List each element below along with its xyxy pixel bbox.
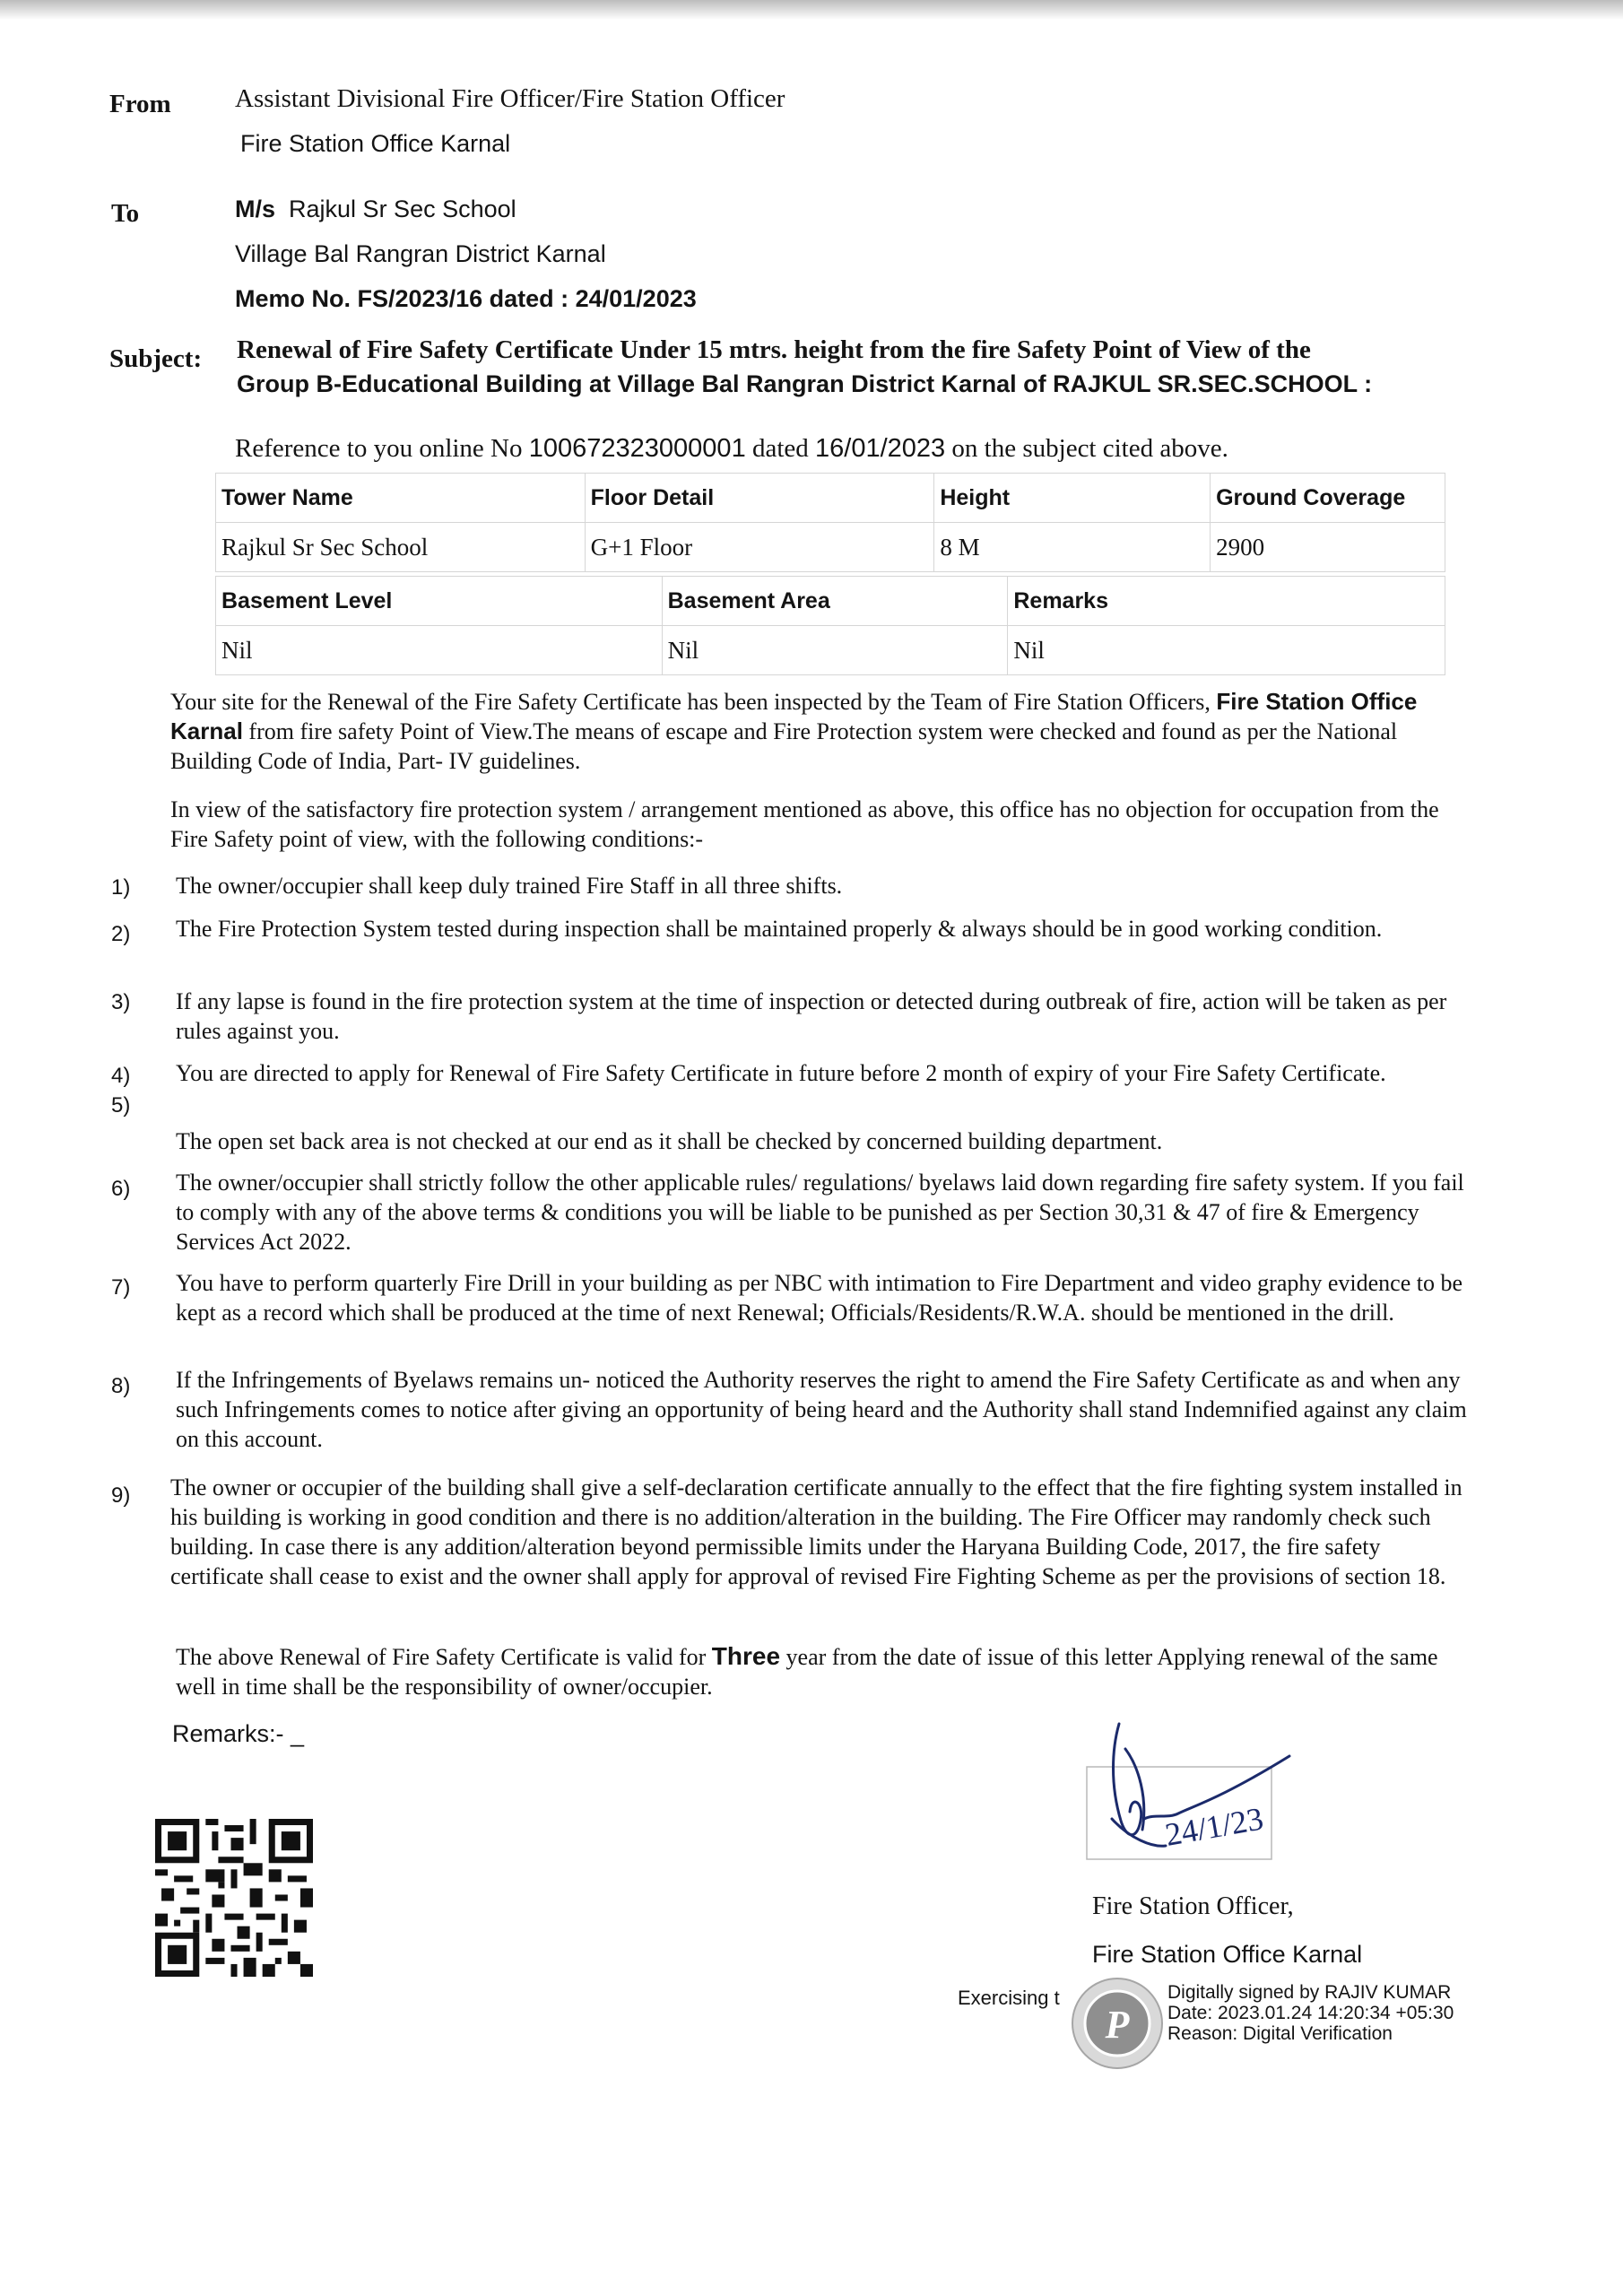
header-basement-level: Basement Level [216,577,663,626]
subject-line-2: Group B-Educational Building at Village Bal Rangran District Karnal of RAJKUL SR.SEC.SCHOOL : [237,370,1373,397]
reference-date: 16/01/2023 [815,434,946,463]
subject-text [237,333,1564,401]
memo-number: Memo No. FS/2023/16 dated : 24/01/2023 [235,285,697,312]
recipient-name: Rajkul Sr Sec School [289,196,516,222]
signatory-office: Fire Station Office Karnal [1092,1941,1363,1968]
reference-prefix: Reference to you online No [235,434,529,463]
subject-label: Subject: [109,344,203,373]
digital-signed-reason: Reason: Digital Verification [1167,2023,1393,2044]
condition-text: The Fire Protection System tested during inspection shall be maintained properly & always should be in good working condition. [176,916,1383,942]
inspection-paragraph [170,687,1471,776]
reference-dated: dated [745,434,816,463]
cell-basement-level: Nil [216,626,663,675]
condition-number: 4) [111,1064,131,1088]
header-tower-name: Tower Name [216,474,586,523]
remarks-label: Remarks:- _ [172,1720,305,1747]
condition-number: 9) [111,1483,131,1508]
digital-signature-block [1167,1982,1454,2044]
recipient-line-1 [235,196,516,223]
cell-floor-detail: G+1 Floor [585,523,934,572]
cell-tower-name: Rajkul Sr Sec School [216,523,586,572]
recipient-address: Village Bal Rangran District Karnal [235,240,606,267]
cell-height: 8 M [934,523,1211,572]
building-details-table [215,473,1445,572]
condition-text: If the Infringements of Byelaws remains un- noticed the Authority reserves the right to amend the Fire Safety Certificate as and when any such Infringements comes to notice after giving an opportunity of being heard and the Authority shall stand Indemnified against any claim on this account. [176,1367,1467,1452]
no-objection-paragraph: In view of the satisfactory fire protection system / arrangement mentioned as above, this office has no objection for occupation from the Fire Safety point of view, with the following conditions:- [170,796,1439,852]
signatory-title: Fire Station Officer, [1092,1892,1294,1920]
validity-paragraph [176,1641,1476,1701]
condition-text: The open set back area is not checked at our end as it shall be checked by concerned building department. [176,1128,1163,1154]
header-ground-coverage: Ground Coverage [1211,474,1445,523]
recipient-ms: M/s [235,196,276,222]
condition-text: The owner/occupier shall keep duly trained Fire Staff in all three shifts. [176,873,843,899]
cell-remarks: Nil [1008,626,1445,675]
exercising-text: Exercising t [958,1987,1060,2009]
from-line-2: Fire Station Office Karnal [240,130,511,157]
basement-details-table [215,576,1445,675]
handwritten-signature [1085,1713,1300,1861]
condition-number: 8) [111,1374,131,1398]
inspection-text-a: Your site for the Renewal of the Fire Safety Certificate has been inspected by the Team of Fire Station Officers, [170,689,1211,715]
from-line-1: Assistant Divisional Fire Officer/Fire Station Officer [235,84,785,113]
digital-signature-seal [1069,1975,1166,2072]
validity-years: Three [711,1642,781,1670]
condition-text: You have to perform quarterly Fire Drill in your building as per NBC with intimation to Fire Department and video graphy evidence to be kept as a record which shall be produced at the time of next Renewal; Officials/Residents/R.W.A. should be mentioned in the drill. [176,1270,1463,1326]
digital-signed-by: Digitally signed by RAJIV KUMAR [1167,1982,1452,2003]
subject-line-1: Renewal of Fire Safety Certificate Under 15 mtrs. height from the fire Safety Point of View of the [237,335,1311,364]
condition-number: 6) [111,1177,131,1201]
table-row [216,626,1445,675]
condition-number: 5) [111,1093,131,1118]
scan-top-shadow [0,0,1623,20]
condition-number: 7) [111,1275,131,1300]
condition-number: 3) [111,990,131,1014]
cell-ground-coverage: 2900 [1211,523,1445,572]
condition-number: 2) [111,922,131,946]
condition-text: If any lapse is found in the fire protection system at the time of inspection or detected during outbreak of fire, action will be taken as per rules against you. [176,988,1447,1044]
header-remarks: Remarks [1008,577,1445,626]
digital-signed-date: Date: 2023.01.24 14:20:34 +05:30 [1167,2003,1454,2023]
inspection-text-c: from fire safety Point of View.The means of escape and Fire Protection system were checked and found as per the National Building Code of India, Part- IV guidelines. [170,718,1398,774]
reference-line [235,434,1228,464]
qr-code [155,1819,313,1977]
validity-text-c: year from the date of issue of this letter Applying renewal of the same well in time shall be the responsibility of owner/occupier. [176,1644,1438,1700]
inspection-office-name: Fire Station Office Karnal [170,688,1418,744]
reference-suffix: on the subject cited above. [945,434,1228,463]
to-label: To [111,199,140,228]
seal-letter: P [1105,2003,1130,2047]
reference-number: 100672323000001 [528,434,746,463]
header-basement-area: Basement Area [662,577,1008,626]
condition-text: The owner/occupier shall strictly follow the other applicable rules/ regulations/ byelaws laid down regarding fire safety system. If you fail to comply with any of the above terms & conditions you will be liable to be punished as per Section 30,31 & 47 of fire & Emergency Services Act 2022. [176,1170,1464,1255]
handwritten-date: 24/1/23 [1162,1800,1266,1853]
condition-text: The owner or occupier of the building shall give a self-declaration certificate annually to the effect that the fire fighting system installed in his building is working in good condition and there is no addition/alteration in the building. The Fire Officer may randomly check such building. In case there is any addition/alteration beyond permissible limits under the Haryana Building Code, 2017, the fire safety certificate shall cease to exist and the owner shall apply for approval of revised Fire Fighting Scheme as per the provisions of section 18. [170,1474,1462,1589]
cell-basement-area: Nil [662,626,1008,675]
table-header-row [216,474,1445,523]
condition-number: 1) [111,875,131,900]
table-row [216,523,1445,572]
table-header-row [216,577,1445,626]
from-label: From [109,90,171,118]
validity-text-a: The above Renewal of Fire Safety Certificate is valid for [176,1644,707,1670]
header-height: Height [934,474,1211,523]
condition-text: You are directed to apply for Renewal of Fire Safety Certificate in future before 2 month of expiry of your Fire Safety Certificate. [176,1060,1386,1086]
header-floor-detail: Floor Detail [585,474,934,523]
